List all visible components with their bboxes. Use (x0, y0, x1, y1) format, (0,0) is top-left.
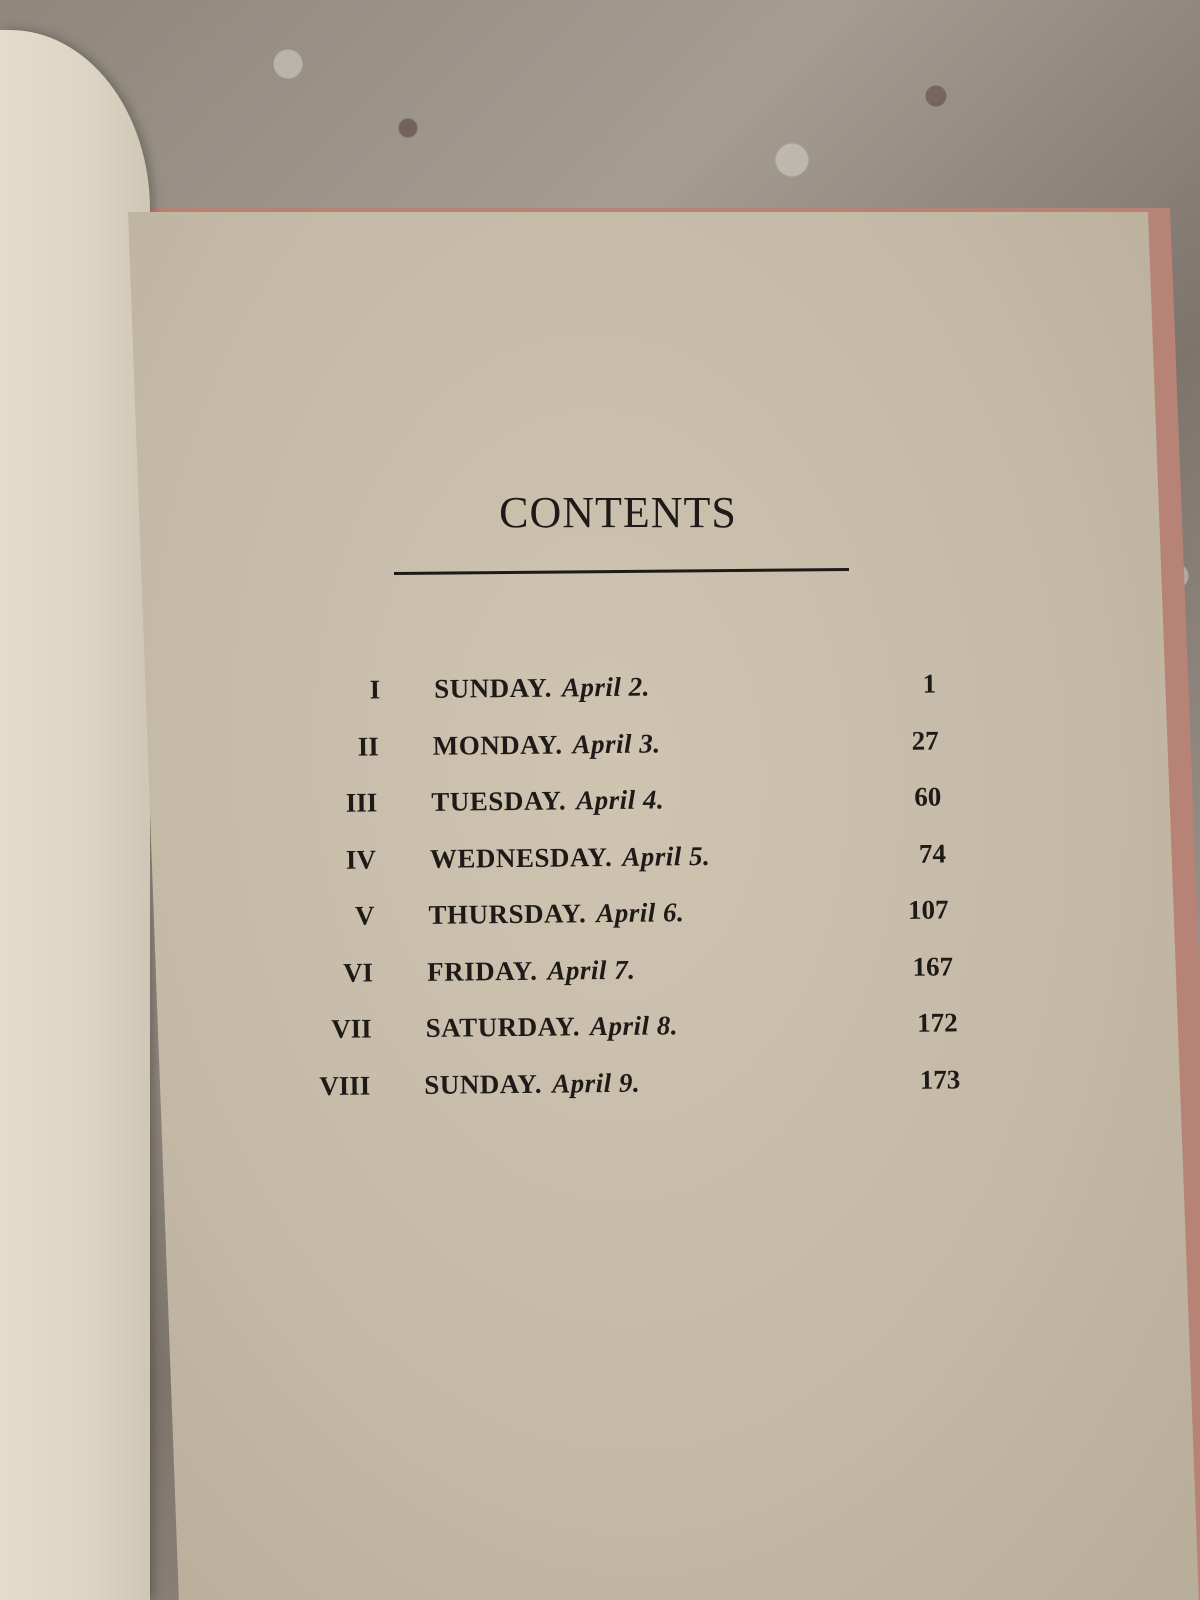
title-rule (394, 568, 849, 575)
chapter-date: April 4. (575, 784, 665, 816)
chapter-page: 167 (912, 950, 954, 982)
chapter-numeral: VII (331, 1013, 372, 1044)
contents-list (128, 667, 1133, 1129)
chapter-page: 60 (914, 781, 942, 812)
chapter-date: April 7. (547, 954, 636, 986)
chapter-page: 107 (907, 894, 949, 925)
chapter-title (428, 897, 684, 931)
chapter-page: 1 (922, 668, 937, 699)
chapter-title (433, 728, 661, 761)
chapter-title (430, 840, 711, 874)
chapter-page: 74 (918, 837, 947, 869)
chapter-page: 27 (911, 725, 939, 756)
chapter-date: April 6. (596, 897, 685, 929)
chapter-numeral: V (354, 900, 375, 931)
chapter-title (424, 1067, 640, 1100)
chapter-numeral: IV (345, 843, 377, 875)
chapter-page: 172 (917, 1007, 958, 1038)
chapter-day: SUNDAY. (424, 1068, 543, 1100)
toc-entry (130, 836, 1131, 903)
toc-entry (129, 780, 1130, 847)
chapter-title (431, 784, 664, 817)
chapter-date: April 3. (572, 727, 661, 759)
chapter-day: MONDAY. (432, 728, 563, 761)
chapter-date: April 9. (551, 1067, 641, 1099)
chapter-numeral: III (345, 787, 378, 818)
toc-entry (130, 893, 1131, 960)
chapter-title (434, 672, 650, 705)
chapter-title (426, 1010, 679, 1044)
chapter-date: April 8. (589, 1010, 679, 1042)
toc-entry (132, 1062, 1133, 1129)
contents-page (128, 212, 1199, 1600)
page-title: CONTENTS (499, 488, 737, 537)
toc-entry (129, 723, 1130, 790)
chapter-day: WEDNESDAY. (429, 841, 613, 874)
chapter-day: THURSDAY. (428, 898, 587, 930)
chapter-page: 173 (919, 1063, 961, 1095)
toc-entry (132, 1006, 1133, 1073)
chapter-numeral: VIII (319, 1069, 371, 1101)
chapter-day: SATURDAY. (425, 1011, 581, 1043)
chapter-day: SUNDAY. (433, 672, 553, 704)
chapter-date: April 2. (561, 671, 651, 703)
chapter-day: TUESDAY. (431, 785, 567, 817)
chapter-numeral: II (357, 730, 379, 762)
toc-entry (131, 949, 1132, 1016)
chapter-date: April 5. (622, 840, 711, 872)
chapter-numeral: I (369, 674, 381, 705)
chapter-numeral: VI (342, 956, 374, 988)
toc-entry (128, 667, 1129, 734)
chapter-day: FRIDAY. (426, 955, 538, 987)
chapter-title (427, 954, 636, 987)
